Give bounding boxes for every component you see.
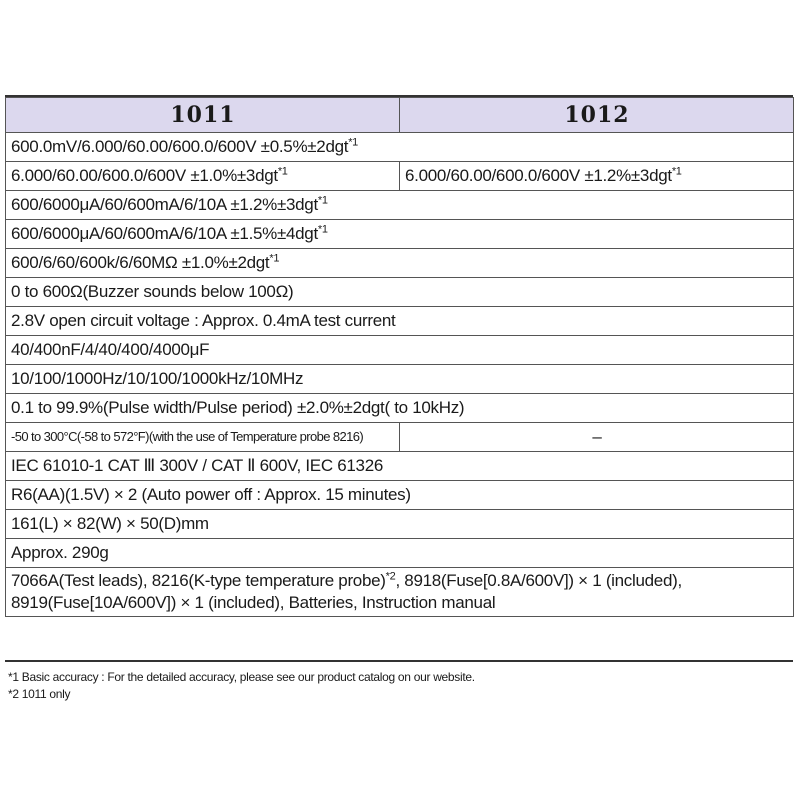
dca-cell — [6, 191, 794, 220]
footnotes — [8, 669, 475, 703]
acv-1011-text: 6.000/60.00/600.0/600V ±1.0%±3dgt — [11, 166, 278, 185]
safety-cell: IEC 61010-1 CAT Ⅲ 300V / CAT Ⅱ 600V, IEC 61326 — [6, 452, 794, 481]
table-row — [6, 249, 794, 278]
power-cell: R6(AA)(1.5V) × 2 (Auto power off : Approx. 15 minutes) — [6, 481, 794, 510]
acv-1011-cell — [6, 162, 400, 191]
dca-text: 600/6000μA/60/600mA/6/10A ±1.2%±3dgt — [11, 195, 318, 214]
spec-table — [5, 97, 794, 617]
table-row — [6, 162, 794, 191]
acv-1012-note: *1 — [671, 165, 682, 178]
table-row — [6, 336, 794, 365]
accessories-note: *2 — [385, 570, 396, 583]
table-row — [6, 365, 794, 394]
table-row — [6, 394, 794, 423]
table-header-row — [6, 98, 794, 133]
table-row — [6, 307, 794, 336]
acv-1011-note: *1 — [277, 165, 288, 178]
table-row — [6, 568, 794, 617]
temperature-1011-cell: -50 to 300°C(-58 to 572°F)(with the use of Temperature probe 8216) — [6, 423, 400, 452]
acv-1012-cell — [400, 162, 794, 191]
table-row — [6, 452, 794, 481]
continuity-cell: 0 to 600Ω(Buzzer sounds below 100Ω) — [6, 278, 794, 307]
footnote-2: *2 1011 only — [8, 687, 71, 701]
accessories-cell — [6, 568, 794, 617]
table-row — [6, 539, 794, 568]
model-1011-header: 1011 — [6, 98, 400, 133]
acv-1012-text: 6.000/60.00/600.0/600V ±1.2%±3dgt — [405, 166, 672, 185]
accessories-text-1: 7066A(Test leads), 8216(K-type temperature probe) — [11, 571, 386, 590]
dcv-text: 600.0mV/6.000/60.00/600.0/600V ±0.5%±2dgt — [11, 137, 349, 156]
capacitance-cell: 40/400nF/4/40/400/4000μF — [6, 336, 794, 365]
dcv-note: *1 — [348, 136, 358, 149]
aca-note: *1 — [317, 223, 328, 236]
accessories-text-2: , 8918(Fuse[0.8A/600V]) × 1 (included), 8919(Fuse[10A/600V]) × 1 (included), Batteries, Instruction manual — [11, 571, 682, 612]
dcv-cell — [6, 133, 794, 162]
table-row — [6, 423, 794, 452]
table-row — [6, 481, 794, 510]
aca-text: 600/6000μA/60/600mA/6/10A ±1.5%±4dgt — [11, 224, 318, 243]
diode-cell: 2.8V open circuit voltage : Approx. 0.4mA test current — [6, 307, 794, 336]
weight-cell: Approx. 290g — [6, 539, 794, 568]
table-bottom-rule — [5, 660, 793, 662]
resistance-cell — [6, 249, 794, 278]
table-row — [6, 510, 794, 539]
table-row — [6, 278, 794, 307]
frequency-cell: 10/100/1000Hz/10/100/1000kHz/10MHz — [6, 365, 794, 394]
aca-cell — [6, 220, 794, 249]
table-row — [6, 133, 794, 162]
dca-note: *1 — [317, 194, 328, 207]
table-row — [6, 191, 794, 220]
dimensions-cell: 161(L) × 82(W) × 50(D)mm — [6, 510, 794, 539]
footnote-1: *1 Basic accuracy : For the detailed accuracy, please see our product catalog on our website. — [8, 670, 475, 684]
resistance-note: *1 — [269, 252, 280, 265]
temperature-1012-cell: – — [400, 423, 794, 452]
duty-cell: 0.1 to 99.9%(Pulse width/Pulse period) ±2.0%±2dgt( to 10kHz) — [6, 394, 794, 423]
table-row — [6, 220, 794, 249]
model-1012-header: 1012 — [400, 98, 794, 133]
resistance-text: 600/6/60/600k/6/60MΩ ±1.0%±2dgt — [11, 253, 270, 272]
